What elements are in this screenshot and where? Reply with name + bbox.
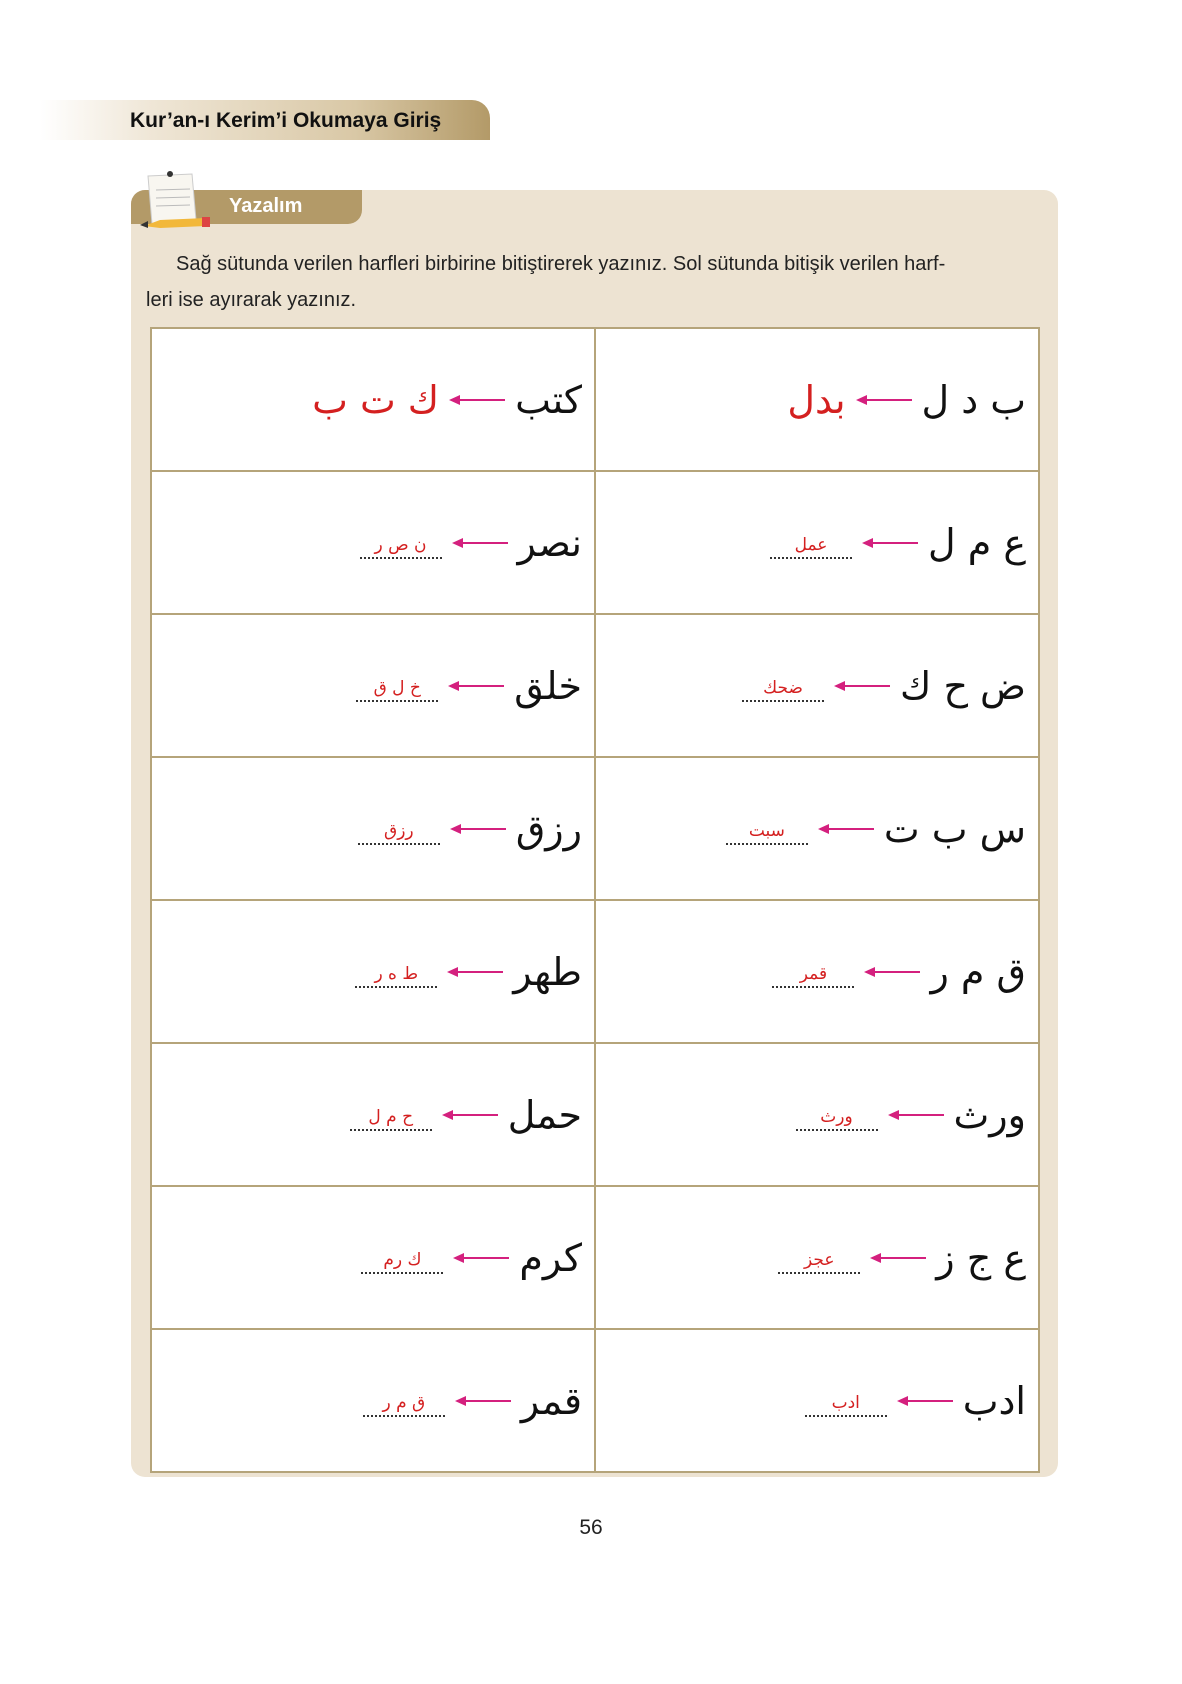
- arrow-left-icon: [862, 536, 918, 550]
- answer-text: عمل: [794, 534, 828, 555]
- cell-right: [595, 900, 1039, 1043]
- exercise-item: [360, 472, 583, 613]
- cell-right: [595, 614, 1039, 757]
- arrow-left-icon: [834, 679, 890, 693]
- given-word: ادب: [962, 1378, 1026, 1423]
- given-word: ض ح ك: [900, 663, 1026, 708]
- answer-text: ح م ل: [368, 1106, 414, 1127]
- arrow-left-icon: [870, 1251, 926, 1265]
- exercise-item: [770, 472, 1026, 613]
- cell-right: [595, 328, 1039, 471]
- arrow-left-icon: [447, 965, 503, 979]
- exercise-item: [358, 758, 582, 899]
- dotted-line: [770, 557, 852, 559]
- cell-left: [151, 471, 595, 614]
- answer-text: عجز: [804, 1249, 835, 1270]
- dotted-line: [772, 986, 854, 988]
- exercise-item: [726, 758, 1026, 899]
- arrow-left-icon: [888, 1108, 944, 1122]
- given-word: قمر: [520, 1378, 582, 1423]
- given-word: ورث: [953, 1092, 1026, 1137]
- exercise-item: [363, 1330, 582, 1471]
- answer-text: ط ه ر: [374, 963, 419, 984]
- table-row: [151, 1043, 1039, 1186]
- arrow-left-icon: [856, 393, 912, 407]
- exercise-item: [361, 1187, 582, 1328]
- answer-text: ك ت ب: [312, 377, 440, 422]
- cell-left: [151, 328, 595, 471]
- answer-field[interactable]: [360, 533, 442, 563]
- exercise-item: [356, 615, 582, 756]
- answer-text: ن ص ر: [374, 534, 427, 555]
- given-word: كرم: [519, 1235, 582, 1280]
- answer-text: قمر: [799, 963, 828, 984]
- cell-left: [151, 614, 595, 757]
- exercise-item: [772, 901, 1026, 1042]
- arrow-left-icon: [453, 1251, 509, 1265]
- exercise-table: [150, 327, 1040, 1473]
- given-word: ع ج ز: [936, 1235, 1026, 1280]
- answer-field[interactable]: [358, 819, 440, 849]
- section-title: Yazalım: [229, 195, 303, 217]
- answer-field[interactable]: [726, 819, 808, 849]
- given-word: كتب: [515, 377, 582, 422]
- exercise-item: [805, 1330, 1026, 1471]
- answer-field[interactable]: [350, 1105, 432, 1135]
- dotted-line: [355, 986, 437, 988]
- answer-field[interactable]: [363, 1391, 445, 1421]
- answer-field[interactable]: [796, 1105, 878, 1135]
- cell-right: [595, 471, 1039, 614]
- dotted-line: [778, 1272, 860, 1274]
- answer-text: سبت: [748, 820, 785, 841]
- given-word: ق م ر: [930, 949, 1026, 994]
- answer-field[interactable]: [356, 676, 438, 706]
- exercise-item: [355, 901, 582, 1042]
- answer-field[interactable]: [742, 676, 824, 706]
- answer-text: رزق: [384, 820, 414, 841]
- given-word: طهر: [513, 949, 582, 994]
- table-row: [151, 900, 1039, 1043]
- cell-right: [595, 1043, 1039, 1186]
- cell-right: [595, 1186, 1039, 1329]
- arrow-left-icon: [452, 536, 508, 550]
- answer-field[interactable]: [355, 962, 437, 992]
- page-number: 56: [579, 1516, 603, 1539]
- exercise-item: [796, 1044, 1026, 1185]
- dotted-line: [358, 843, 440, 845]
- exercise-item: [312, 329, 582, 470]
- answer-text: بدل: [787, 377, 846, 422]
- dotted-line: [361, 1272, 443, 1274]
- arrow-left-icon: [442, 1108, 498, 1122]
- answer-text: ادب: [831, 1392, 860, 1413]
- cell-left: [151, 757, 595, 900]
- answer-field[interactable]: [361, 1248, 443, 1278]
- given-word: خلق: [514, 663, 582, 708]
- arrow-left-icon: [818, 822, 874, 836]
- cell-left: [151, 1186, 595, 1329]
- chapter-header: [40, 100, 490, 140]
- answer-text: ك رم: [383, 1249, 422, 1270]
- table-row: [151, 1186, 1039, 1329]
- dotted-line: [360, 557, 442, 559]
- dotted-line: [742, 700, 824, 702]
- dotted-line: [726, 843, 808, 845]
- exercise-item: [778, 1187, 1026, 1328]
- answer-text: ورث: [820, 1106, 853, 1127]
- answer-text: ق م ر: [382, 1392, 426, 1413]
- given-word: نصر: [517, 520, 582, 565]
- cell-right: [595, 757, 1039, 900]
- cell-left: [151, 1043, 595, 1186]
- arrow-left-icon: [450, 822, 506, 836]
- answer-field[interactable]: [772, 962, 854, 992]
- table-row: [151, 328, 1039, 471]
- answer-field[interactable]: [770, 533, 852, 563]
- dotted-line: [796, 1129, 878, 1131]
- exercise-item: [742, 615, 1026, 756]
- exercise-item: [787, 329, 1026, 470]
- table-row: [151, 471, 1039, 614]
- answer-field[interactable]: [805, 1391, 887, 1421]
- cell-left: [151, 900, 595, 1043]
- arrow-left-icon: [897, 1394, 953, 1408]
- instruction-text: Sağ sütunda verilen harfleri birbirine bitiştirerek yazınız. Sol sütunda bitişik verilen harf- leri ise ayırarak yazınız.: [146, 253, 946, 311]
- arrow-left-icon: [864, 965, 920, 979]
- note-pencil-icon: [140, 168, 210, 238]
- dotted-line: [350, 1129, 432, 1131]
- given-word: ب د ل: [921, 377, 1026, 422]
- answer-text: خ ل ق: [373, 677, 421, 698]
- arrow-left-icon: [449, 393, 505, 407]
- dotted-line: [805, 1415, 887, 1417]
- exercise-item: [350, 1044, 582, 1185]
- table-row: [151, 614, 1039, 757]
- chapter-title: Kur’an-ı Kerim’i Okumaya Giriş: [130, 109, 442, 132]
- cell-left: [151, 1329, 595, 1472]
- cell-right: [595, 1329, 1039, 1472]
- given-word: رزق: [515, 806, 582, 851]
- table-row: [151, 757, 1039, 900]
- table-row: [151, 1329, 1039, 1472]
- given-word: حمل: [507, 1092, 582, 1137]
- dotted-line: [356, 700, 438, 702]
- given-word: ع م ل: [928, 520, 1026, 565]
- arrow-left-icon: [455, 1394, 511, 1408]
- dotted-line: [363, 1415, 445, 1417]
- arrow-left-icon: [448, 679, 504, 693]
- given-word: س ب ت: [883, 806, 1026, 851]
- answer-field[interactable]: [778, 1248, 860, 1278]
- answer-text: ضحك: [763, 677, 803, 698]
